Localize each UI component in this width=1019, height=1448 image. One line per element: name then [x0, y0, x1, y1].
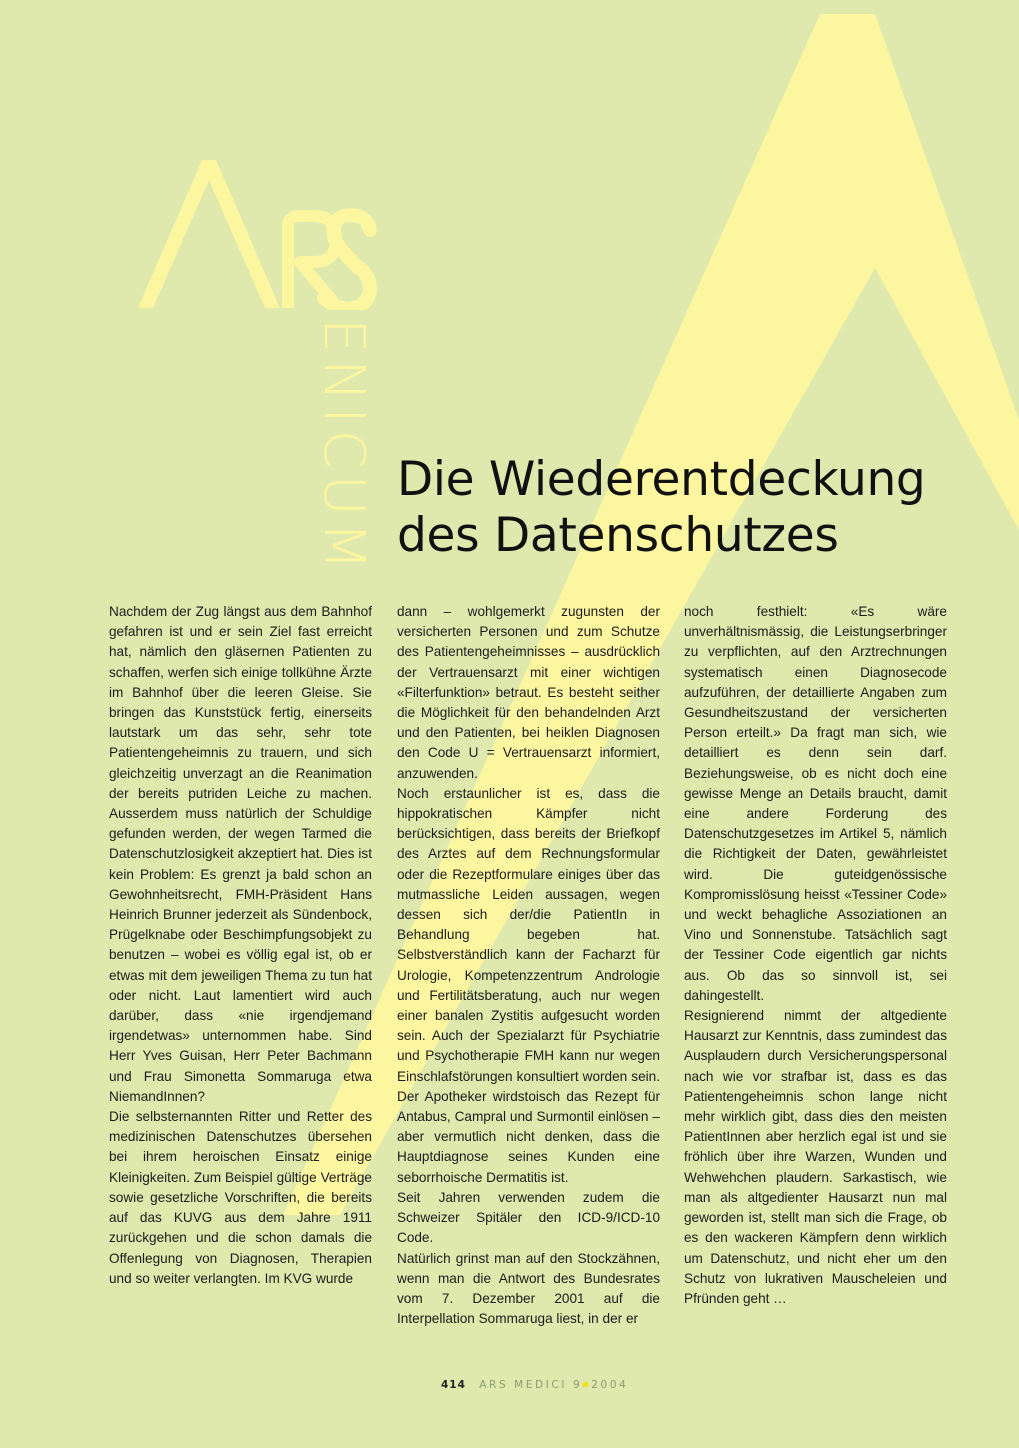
title-line-1: Die Wiederentdeckung	[397, 452, 926, 507]
ars-logo-mark	[138, 160, 378, 310]
paragraph: Die selbsternannten Ritter und Retter des medizinischen Datenschutzes übersehen bei ihrem heroischen Einsatz einige Kleinigkeiten. Zum Beispiel gültige Verträge sowie gesetzliche Vorschriften, die bereits auf das KUVG aus dem Jahre 1911 zurückgehen und die schon damals die Offenlegung von Diagnosen, Therapien und so weiter verlangten. Im KVG wurde	[109, 1109, 372, 1286]
page-footer	[441, 1379, 628, 1391]
paragraph: Seit Jahren verwenden zudem die Schweizer Spitäler den ICD-9/ICD-10 Code.	[397, 1189, 660, 1246]
title-line-2: des Datenschutzes	[397, 508, 839, 563]
article-column-3	[684, 602, 947, 1309]
article-column-2	[397, 602, 660, 1329]
paragraph: Natürlich grinst man auf den Stockzähnen, wenn man die Antwort des Bundesrates vom 7. Dezember 2001 auf die Interpellation Sommaruga liest, in der er	[397, 1250, 660, 1327]
page-number: 414	[441, 1379, 466, 1391]
paragraph: Noch erstaunlicher ist es, dass die hippokratischen Kämpfer nicht berücksichtigen, dass bereits der Briefkopf des Arztes auf dem Rechnungsformular oder die Rezeptformulare einiges über das mutmassliche Leiden aussagen, wegen dessen sich der/die PatientIn in Behandlung begeben hat. Selbstverständlich kann der Facharzt für Urologie, Kompetenzzentrum Andrologie und Fertilitätsberatung, auch nur wegen einer banalen Zystitis aufgesucht worden sein. Auch der Spezialarzt für Psychiatrie und Psychotherapie FMH kann nur wegen Einschlafstörungen konsultiert worden sein. Der Apotheker wirdstoisch das Rezept für Antabus, Campral und Surmontil einlösen – aber vermutlich nicht denken, dass die Hauptdiagnose seines Kunden eine seborrhoische Dermatitis ist.	[397, 785, 660, 1185]
journal-year: 2004	[591, 1379, 629, 1391]
separator-square-icon	[583, 1382, 588, 1387]
paragraph: noch festhielt: «Es wäre unverhältnismässig, die Leistungserbringer zu verpflichten, auf den Arztrechnungen systematisch einen Diagnosecode aufzuführen, der detaillierte Angaben zum Gesundheitszustand der versicherten Person erteilt.» Da fragt man sich, wie detailliert es denn sein darf. Beziehungsweise, ob es nicht doch eine gewisse Menge an Details braucht, damit eine andere Forderung des Datenschutzgesetzes im Artikel 5, nämlich die Richtigkeit der Daten, gewährleistet wird. Die guteidgenössische Kompromisslösung heisst «Tessiner Code» und weckt behagliche Assoziationen an Vino und Sonnenstube. Tatsächlich sagt der Tessiner Code eigentlich gar nichts aus. Ob das so sinnvoll ist, sei dahingestellt.	[684, 604, 947, 1003]
logo-vertical-text	[311, 318, 382, 577]
logo-enicum-label: ENICUM	[311, 318, 376, 577]
paragraph: dann – wohlgemerkt zugunsten der versicherten Personen und zum Schutze des Patientengeheimnisses – ausdrücklich der Vertrauensarzt mit einer wichtigen «Filterfunktion» betraut. Es besteht seither die Möglichkeit für den behandelnden Arzt und den Patienten, bei heiklen Diagnosen den Code U = Vertrauensarzt informiert, anzuwenden.	[397, 604, 660, 781]
paragraph: Resignierend nimmt der altgediente Hausarzt zur Kenntnis, dass zumindest das Ausplaudern durch Versicherungspersonal nach wie vor strafbar ist, dass es das Patientengeheimnis schon lange nicht mehr wirklich gibt, dass dies den meisten PatientInnen aber herzlich egal ist und sie fröhlich über ihre Warzen, Wunden und Wehwehchen plaudern. Sarkastisch, wie man als altgedienter Hausarzt nun mal geworden ist, stellt man sich die Frage, ob es den wackeren Kämpfern denn wirklich um Datenschutz, und nicht eher um den Schutz von lukrativen Mauscheleien und Pfründen geht …	[684, 1008, 947, 1306]
article-title	[397, 452, 997, 564]
journal-name: ARS MEDICI 9	[479, 1379, 583, 1391]
paragraph: Nachdem der Zug längst aus dem Bahnhof gefahren ist und er sein Ziel fast erreicht hat, nämlich den gläsernen Patienten zu schaffen, werfen sich einige tollkühne Ärzte im Bahnhof über die leeren Gleise. Sie bringen das Kunststück fertig, einerseits lautstark um das sehr, sehr tote Patientengeheimnis zu trauern, und sich gleichzeitig unverzagt an die Reanimation der bereits putriden Leiche zu machen. Ausserdem muss natürlich der Schuldige gefunden werden, der wegen Tarmed die Datenschutzlosigkeit akzeptiert hat. Dies ist kein Problem: Es grenzt ja bald schon an Gewohnheitsrecht, FMH-Präsident Hans Heinrich Brunner jederzeit als Sündenbock, Prügelknabe oder Beschimpfungsobjekt zu benutzen – wobei es völlig egal ist, ob er etwas mit dem jeweiligen Thema zu tun hat oder nicht. Laut lamentiert wird auch darüber, dass «nie irgendjemand irgendetwas» unternommen habe. Sind Herr Yves Guisan, Herr Peter Bachmann und Frau Simonetta Sommaruga etwa NiemandInnen?	[109, 604, 372, 1104]
article-column-1	[109, 602, 372, 1289]
